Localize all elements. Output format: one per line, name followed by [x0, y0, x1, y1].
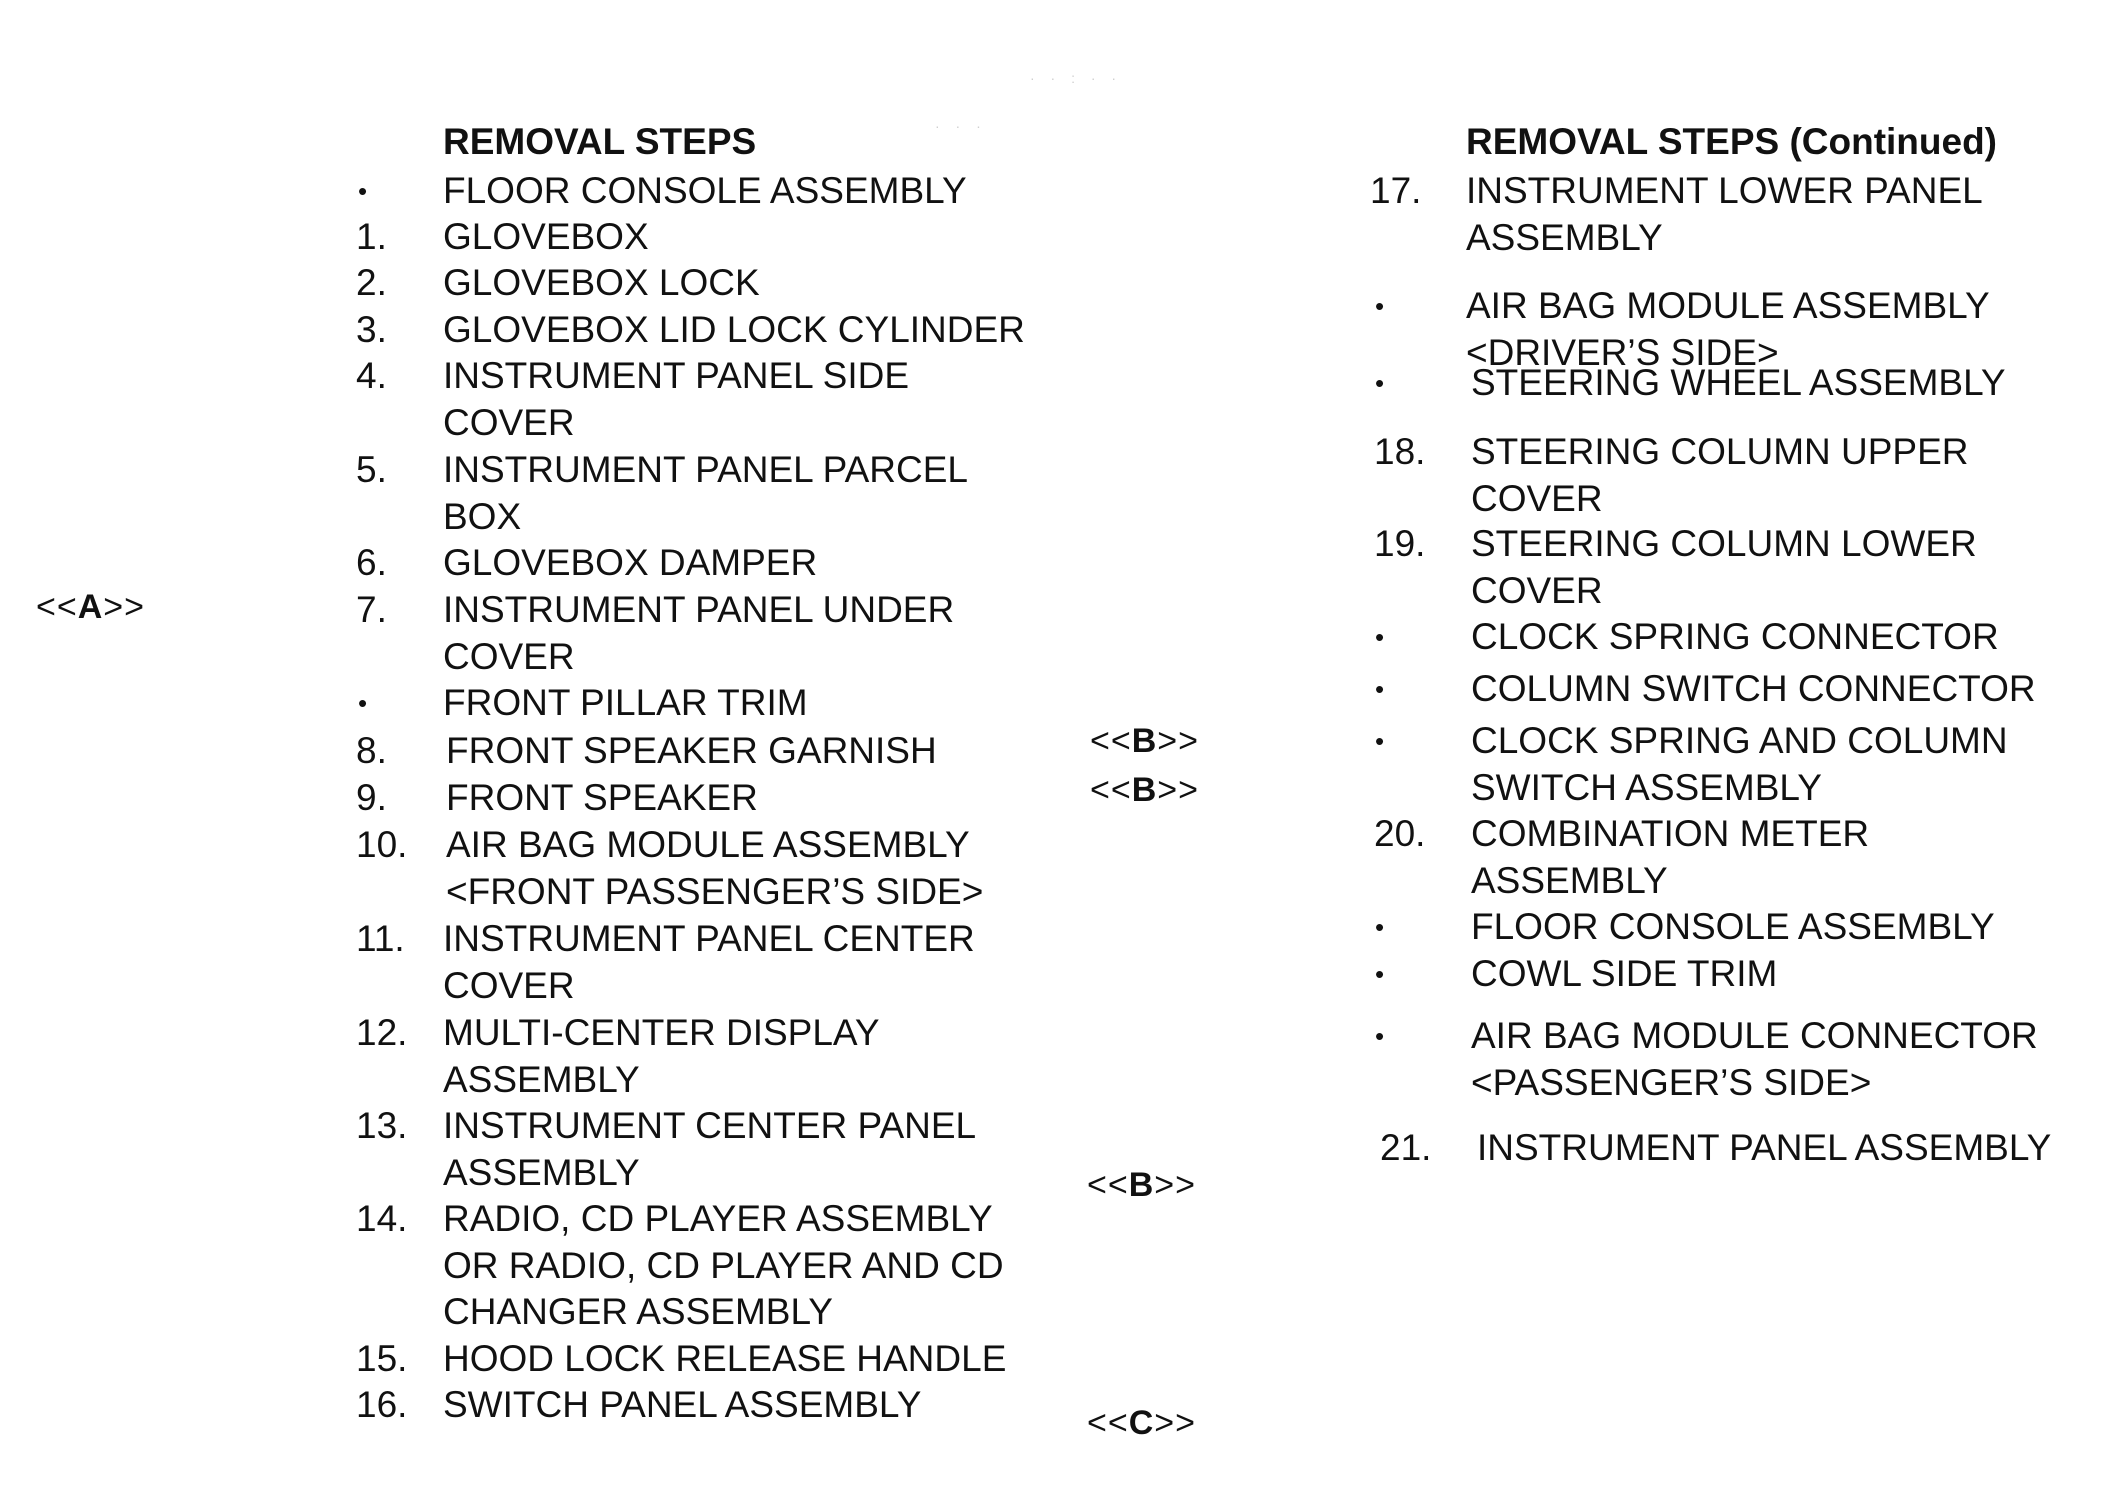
step-text-line: RADIO, CD PLAYER ASSEMBLY: [443, 1198, 993, 1239]
reference-mark-c: [1087, 1400, 1196, 1446]
step-text-line: STEERING COLUMN UPPER: [1471, 431, 1969, 472]
step-text-line: CLOCK SPRING CONNECTOR: [1471, 616, 1999, 657]
bullet-marker: •: [358, 176, 368, 206]
step-text-line: COVER: [1471, 569, 1603, 611]
step-text-line: ASSEMBLY: [443, 1058, 640, 1100]
step-text: [443, 680, 808, 727]
ref-letter: B: [1131, 771, 1158, 809]
step-text-line: INSTRUMENT PANEL SIDE: [443, 355, 910, 396]
step-text: [1471, 904, 1995, 951]
step-text-line: ASSEMBLY: [443, 1151, 640, 1193]
step-text-line: AIR BAG MODULE CONNECTOR: [1471, 1015, 2038, 1056]
reference-mark-b: [1090, 767, 1199, 813]
ref-close: >>: [1157, 771, 1199, 809]
step-text-line: <PASSENGER’S SIDE>: [1471, 1061, 1872, 1103]
step-text-line: FRONT SPEAKER GARNISH: [446, 730, 937, 771]
step-number: 1.: [356, 216, 387, 257]
step-text: [443, 916, 975, 1009]
bullet-marker: •: [1375, 726, 1385, 756]
bullet-marker: •: [1375, 674, 1385, 704]
step-text: [443, 214, 649, 261]
step-text-line: AIR BAG MODULE ASSEMBLY: [446, 824, 970, 865]
step-text: [443, 587, 954, 680]
step-text: [1471, 1013, 2038, 1106]
step-text-line: GLOVEBOX LID LOCK CYLINDER: [443, 309, 1025, 350]
ref-letter: B: [1131, 722, 1158, 760]
step-number: 5.: [356, 449, 387, 490]
step-text: [443, 353, 909, 446]
step-text: [446, 822, 983, 915]
ref-open: <<: [1090, 771, 1132, 809]
step-number: 17.: [1370, 170, 1422, 211]
step-text: [446, 728, 937, 775]
step-number: 19.: [1374, 523, 1426, 564]
step-text: [443, 540, 817, 587]
step-text: [1471, 811, 1869, 904]
step-text-line: COVER: [443, 635, 575, 677]
step-number: 3.: [356, 309, 387, 350]
step-text-line: FLOOR CONSOLE ASSEMBLY: [443, 170, 967, 211]
step-text: [443, 260, 760, 307]
ref-close: >>: [1154, 1404, 1196, 1442]
step-text-line: ASSEMBLY: [1466, 216, 1663, 258]
step-text: [1471, 614, 1999, 661]
ref-close: >>: [1154, 1166, 1196, 1204]
step-text-line: INSTRUMENT PANEL UNDER: [443, 589, 955, 630]
step-text: [1471, 360, 2006, 407]
ref-open: <<: [36, 588, 78, 626]
step-text-line: FLOOR CONSOLE ASSEMBLY: [1471, 906, 1995, 947]
step-text-line: MULTI-CENTER DISPLAY: [443, 1012, 880, 1053]
step-text-line: <FRONT PASSENGER’S SIDE>: [446, 870, 984, 912]
step-text: [443, 168, 967, 215]
step-number: 18.: [1374, 431, 1426, 472]
step-text-line: COMBINATION METER: [1471, 813, 1870, 854]
step-number: 20.: [1374, 813, 1426, 854]
bullet-marker: •: [1375, 622, 1385, 652]
step-text-line: INSTRUMENT CENTER PANEL: [443, 1105, 977, 1146]
reference-mark-a: [36, 584, 145, 630]
step-text-line: ASSEMBLY: [1471, 859, 1668, 901]
step-text: [443, 1336, 1006, 1383]
step-text-line: BOX: [443, 495, 522, 537]
step-number: 13.: [356, 1105, 408, 1146]
step-text: [443, 307, 1025, 354]
step-number: 11.: [356, 918, 405, 959]
step-text: [1466, 168, 1983, 261]
step-number: 7.: [356, 589, 387, 630]
step-text-line: AIR BAG MODULE ASSEMBLY: [1466, 285, 1990, 326]
step-text: [1471, 666, 2036, 713]
step-number: 10.: [356, 824, 408, 865]
step-text-line: GLOVEBOX DAMPER: [443, 542, 818, 583]
ref-close: >>: [1157, 722, 1199, 760]
step-text-line: INSTRUMENT PANEL CENTER: [443, 918, 975, 959]
step-text-line: SWITCH PANEL ASSEMBLY: [443, 1384, 922, 1425]
step-text-line: INSTRUMENT PANEL PARCEL: [443, 449, 968, 490]
step-number: 16.: [356, 1384, 408, 1425]
step-text-line: INSTRUMENT LOWER PANEL: [1466, 170, 1983, 211]
ref-open: <<: [1087, 1166, 1129, 1204]
step-text: [1471, 951, 1777, 998]
step-text-line: SWITCH ASSEMBLY: [1471, 766, 1822, 808]
scan-noise: · · ·: [935, 118, 987, 134]
step-number: 15.: [356, 1338, 408, 1379]
bullet-marker: •: [358, 688, 368, 718]
step-text: [443, 1382, 921, 1429]
step-text: [1471, 521, 1977, 614]
bullet-marker: •: [1375, 291, 1385, 321]
reference-mark-b: [1090, 718, 1199, 764]
bullet-marker: •: [1375, 368, 1385, 398]
ref-open: <<: [1087, 1404, 1129, 1442]
step-text-line: FRONT SPEAKER: [446, 777, 758, 818]
step-text-line: HOOD LOCK RELEASE HANDLE: [443, 1338, 1007, 1379]
step-number: 9.: [356, 777, 387, 818]
scan-noise: · · : · ·: [1030, 70, 1123, 86]
ref-letter: A: [77, 588, 104, 626]
step-number: 8.: [356, 730, 387, 771]
step-text-line: STEERING COLUMN LOWER: [1471, 523, 1977, 564]
step-text: [1477, 1125, 2051, 1172]
bullet-marker: •: [1375, 912, 1385, 942]
step-text-line: OR RADIO, CD PLAYER AND CD: [443, 1244, 1004, 1286]
step-text: [1471, 718, 2008, 811]
step-text-line: GLOVEBOX LOCK: [443, 262, 760, 303]
step-number: 14.: [356, 1198, 408, 1239]
step-number: 21.: [1380, 1127, 1432, 1168]
step-text: [443, 1103, 976, 1196]
step-text: [443, 447, 968, 540]
step-text-line: FRONT PILLAR TRIM: [443, 682, 808, 723]
section-heading: REMOVAL STEPS: [443, 121, 757, 162]
step-number: 2.: [356, 262, 387, 303]
ref-letter: B: [1128, 1166, 1155, 1204]
step-text-line: CHANGER ASSEMBLY: [443, 1291, 833, 1332]
ref-letter: C: [1128, 1404, 1155, 1442]
step-number: 6.: [356, 542, 387, 583]
section-heading-continued: REMOVAL STEPS (Continued): [1466, 121, 1998, 162]
step-text-line: COWL SIDE TRIM: [1471, 953, 1778, 994]
step-text-line: <DRIVER’S SIDE>: [1466, 331, 1779, 373]
step-text: [443, 1010, 880, 1103]
step-text-line: COVER: [1471, 477, 1603, 519]
bullet-marker: •: [1375, 959, 1385, 989]
step-text-line: INSTRUMENT PANEL ASSEMBLY: [1477, 1127, 2052, 1168]
reference-mark-b: [1087, 1162, 1196, 1208]
step-text-line: CLOCK SPRING AND COLUMN: [1471, 720, 2008, 761]
step-number: 4.: [356, 355, 387, 396]
step-text: [443, 1196, 1004, 1336]
step-text-line: STEERING WHEEL ASSEMBLY: [1471, 362, 2006, 403]
bullet-marker: •: [1375, 1021, 1385, 1051]
step-text-line: COVER: [443, 964, 575, 1006]
ref-close: >>: [103, 588, 145, 626]
step-text-line: GLOVEBOX: [443, 216, 649, 257]
step-number: 12.: [356, 1012, 408, 1053]
step-text: [446, 775, 758, 822]
ref-open: <<: [1090, 722, 1132, 760]
step-text: [1471, 429, 1969, 522]
step-text-line: COVER: [443, 401, 575, 443]
step-text-line: COLUMN SWITCH CONNECTOR: [1471, 668, 2036, 709]
